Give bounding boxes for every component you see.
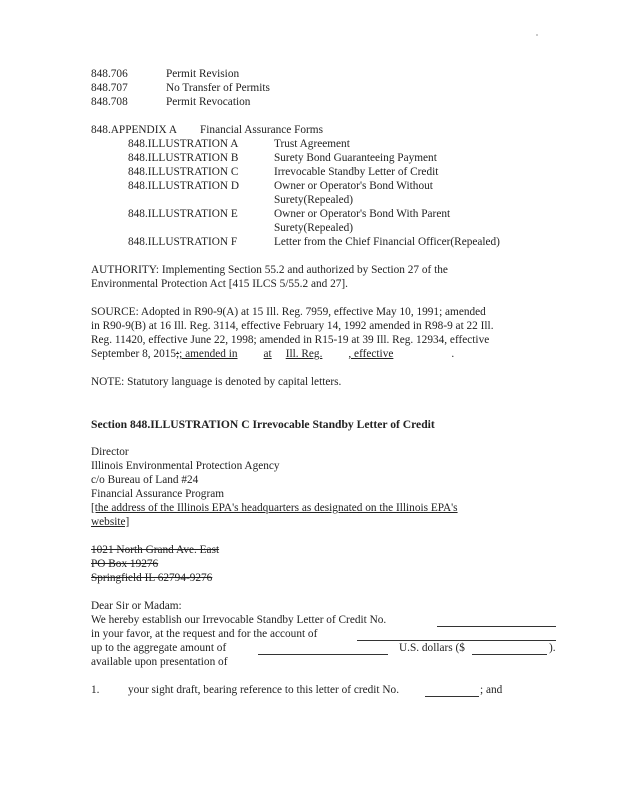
illustration-title-cont: Surety(Repealed) (274, 222, 354, 234)
inserted-address-text: [the address of the Illinois EPA's headquarters as designated on the Illinois EPA's (91, 502, 458, 514)
illustration-label: 848.ILLUSTRATION E (128, 208, 238, 220)
toc-title: Permit Revocation (166, 96, 251, 108)
illustration-title: Owner or Operator's Bond Without (274, 180, 433, 192)
source-line: SOURCE: Adopted in R90-9(A) at 15 Ill. Reg. 7959, effective May 10, 1991; amended (91, 306, 486, 318)
source-date: September 8, 2015 (91, 348, 177, 360)
toc-title: Permit Revision (166, 68, 240, 80)
letter-line: available upon presentation of (91, 656, 228, 668)
source-line: Reg. 11420, effective June 22, 1998; amended in R15-19 at 39 Ill. Reg. 12934, effective (91, 334, 490, 346)
source-amendment (179, 348, 451, 360)
blank-amount-number (472, 654, 547, 655)
letter-line: in your favor, at the request and for the account of (91, 628, 318, 640)
illustration-title: Trust Agreement (274, 138, 350, 150)
source-line-last (91, 348, 454, 362)
deleted-address-line: 1021 North Grand Ave. East (91, 544, 220, 556)
source-period: . (451, 348, 455, 360)
source-line: in R90-9(B) at 16 Ill. Reg. 3114, effective February 14, 1992 amended in R98-9 at 22 Ill. (91, 320, 494, 332)
blank-credit-reference (425, 696, 479, 697)
letter-line: up to the aggregate amount of (91, 642, 227, 654)
illustration-label: 848.ILLUSTRATION A (128, 138, 239, 150)
source-reg: Ill. Reg. (285, 348, 323, 360)
item-text: your sight draft, bearing reference to this letter of credit No. (128, 684, 400, 696)
inserted-address-text: website] (91, 516, 130, 528)
authority-line: Environmental Protection Act [415 ILCS 5/55.2 and 27]. (91, 278, 348, 290)
blank-amount-words (258, 654, 388, 655)
salutation: Dear Sir or Madam: (91, 600, 182, 612)
illustration-title: Irrevocable Standby Letter of Credit (274, 166, 439, 178)
note-text: NOTE: Statutory language is denoted by capital letters. (91, 376, 342, 388)
usd-label: U.S. dollars ($ (399, 642, 465, 654)
letter-line: We hereby establish our Irrevocable Standby Letter of Credit No. (91, 614, 387, 626)
source-at: at (263, 348, 272, 360)
illustration-label: 848.ILLUSTRATION F (128, 236, 238, 248)
scan-speck (536, 34, 538, 36)
illustration-title: Letter from the Chief Financial Officer(Repealed) (274, 236, 500, 248)
deleted-address-line: PO Box 19276 (91, 558, 159, 570)
source-deleted-semicolon: ; (176, 348, 180, 360)
toc-title: No Transfer of Permits (166, 82, 270, 94)
appendix-title: Financial Assurance Forms (200, 124, 323, 136)
section-heading: Section 848.ILLUSTRATION C Irrevocable Standby Letter of Credit (91, 418, 435, 431)
illustration-label: 848.ILLUSTRATION B (128, 152, 239, 164)
source-eff: , effective (348, 348, 394, 360)
usd-close: ). (549, 642, 556, 654)
illustration-title: Owner or Operator's Bond With Parent (274, 208, 451, 220)
blank-letter-credit-number (437, 626, 556, 627)
illustration-title-cont: Surety(Repealed) (274, 194, 354, 206)
address-line: Financial Assurance Program (91, 488, 225, 500)
address-line: Director (91, 446, 129, 458)
toc-number: 848.707 (91, 82, 128, 94)
toc-number: 848.708 (91, 96, 128, 108)
item-number: 1. (91, 684, 100, 696)
blank-account-of (357, 640, 556, 641)
toc-number: 848.706 (91, 68, 128, 80)
address-line: Illinois Environmental Protection Agency (91, 460, 280, 472)
item-end: ; and (480, 684, 503, 696)
illustration-title: Surety Bond Guaranteeing Payment (274, 152, 437, 164)
authority-line: AUTHORITY: Implementing Section 55.2 and authorized by Section 27 of the (91, 264, 448, 276)
illustration-label: 848.ILLUSTRATION C (128, 166, 239, 178)
address-line: c/o Bureau of Land #24 (91, 474, 199, 486)
source-amend-text: ; amended in (179, 348, 238, 360)
deleted-address-line: Springfield IL 62794-9276 (91, 572, 213, 584)
appendix-label: 848.APPENDIX A (91, 124, 177, 136)
illustration-label: 848.ILLUSTRATION D (128, 180, 240, 192)
